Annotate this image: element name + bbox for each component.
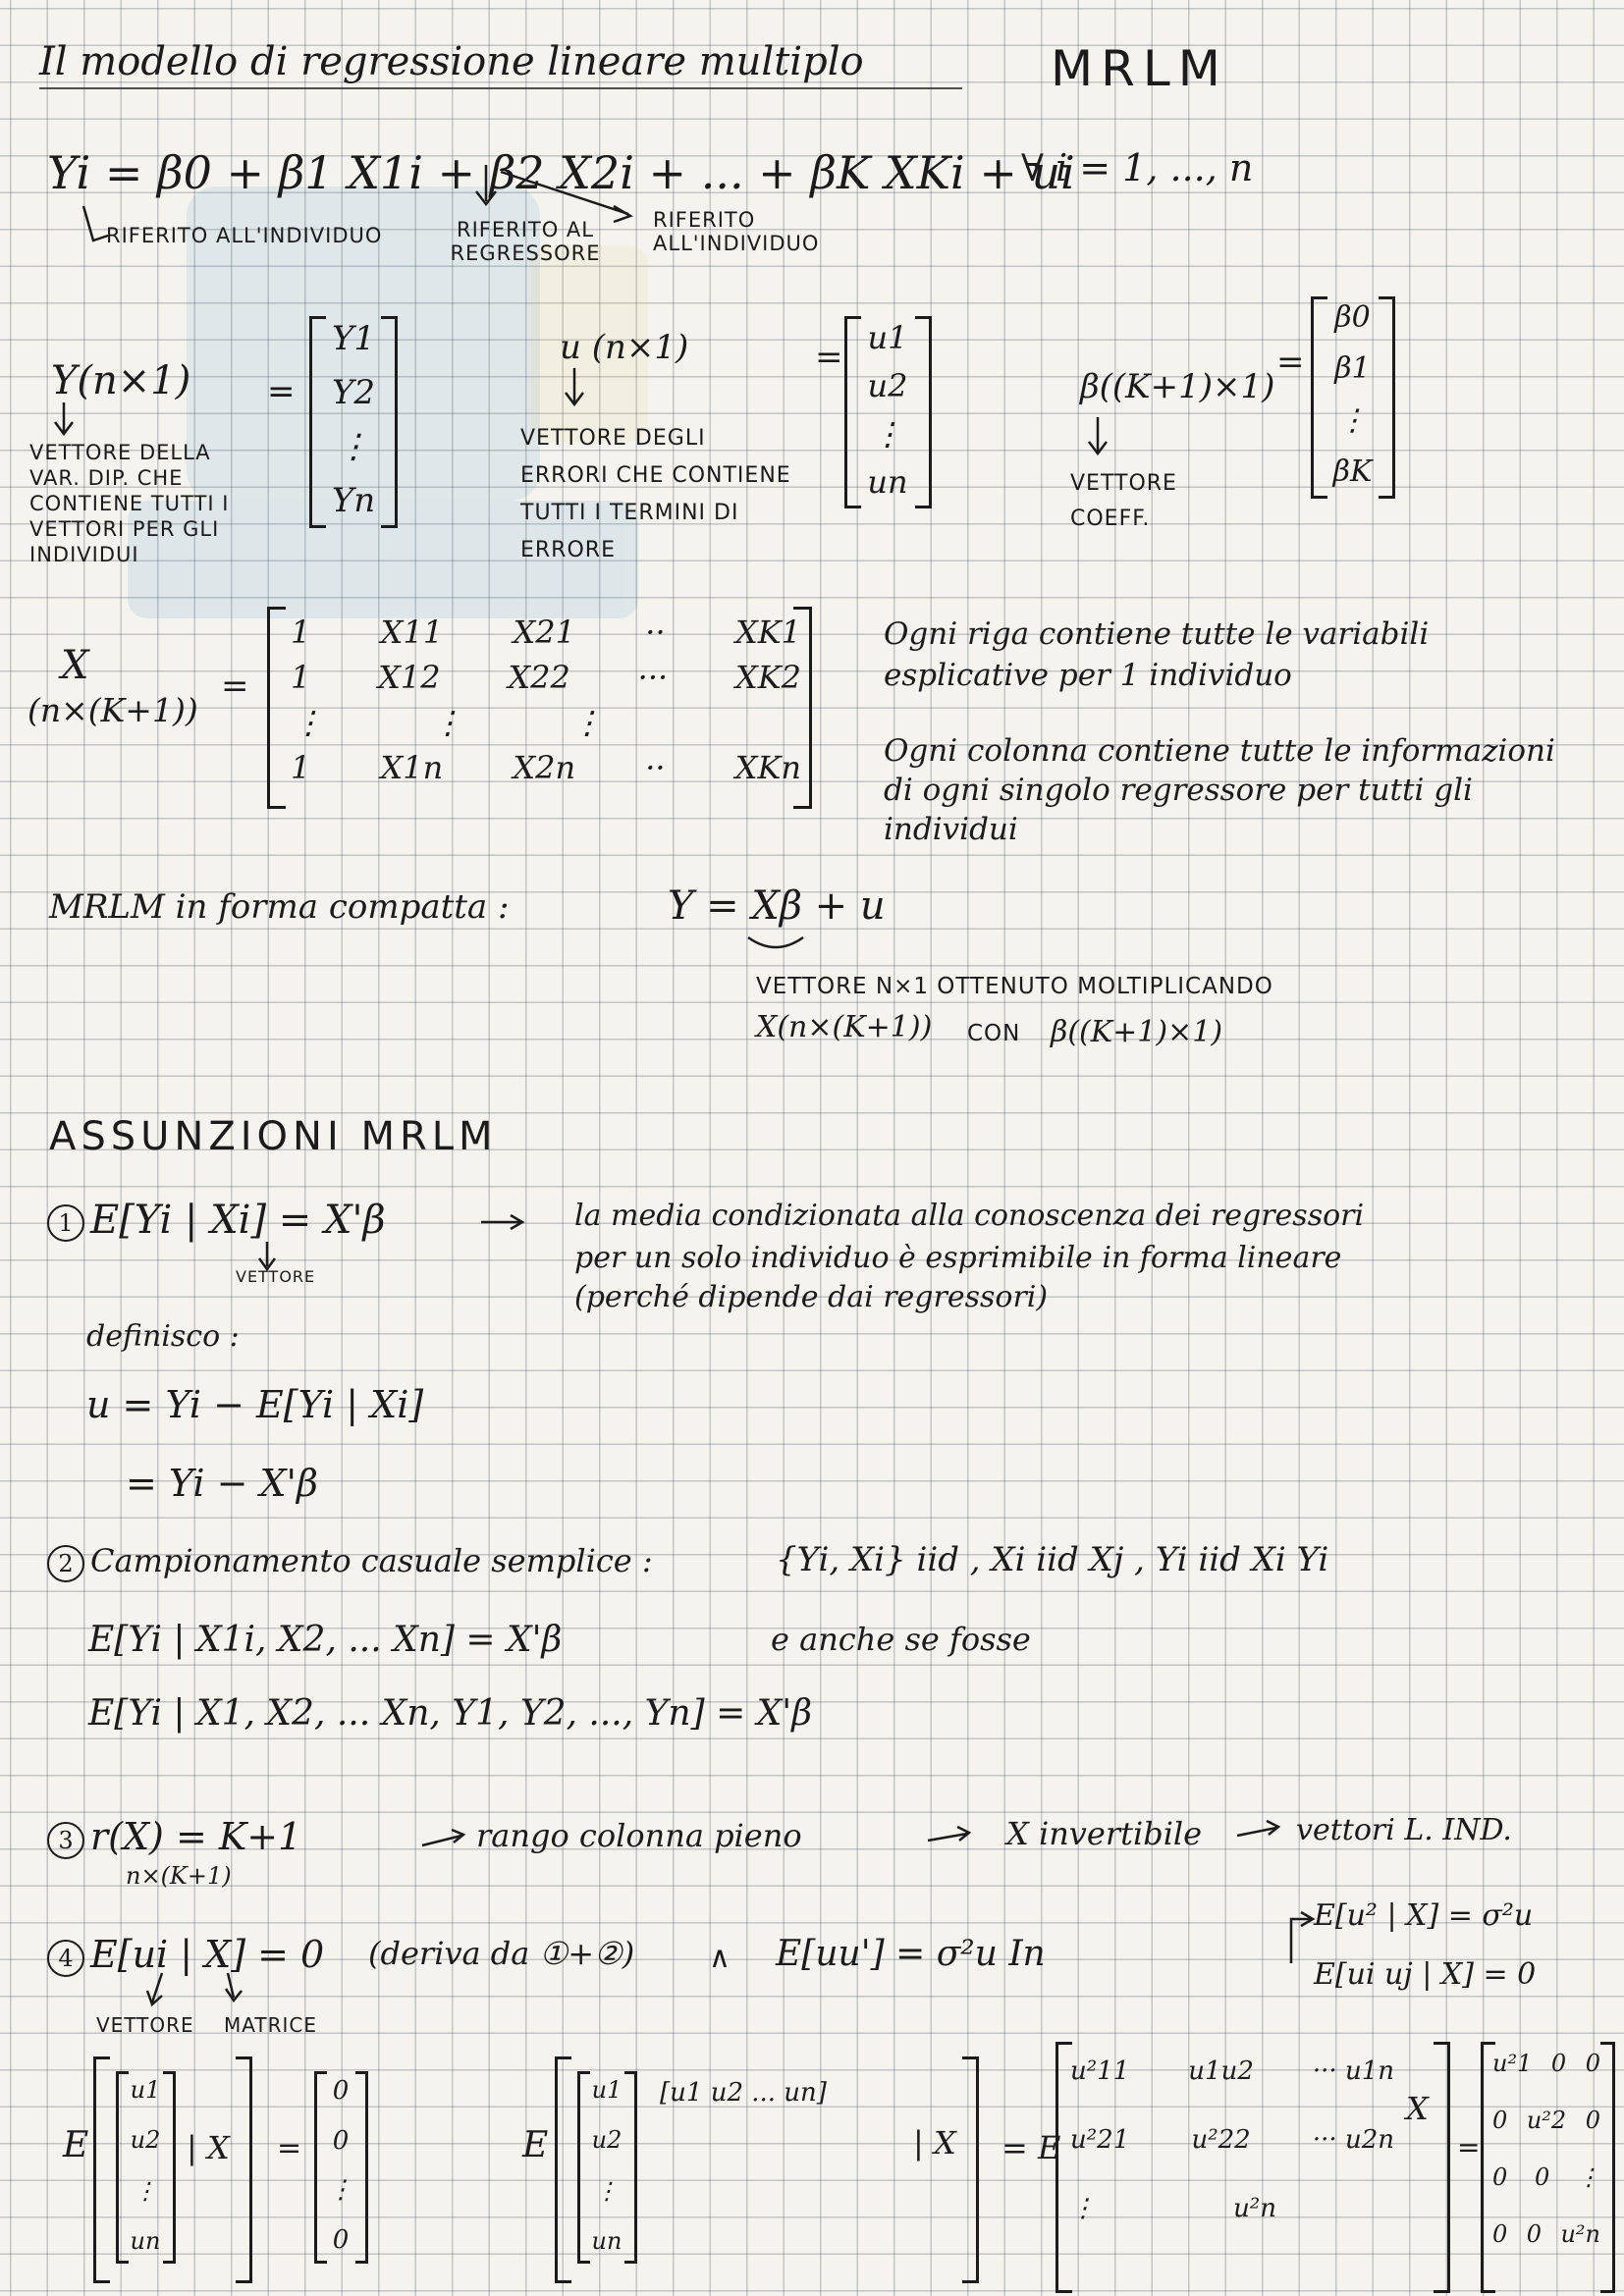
beta-entry: β1 <box>1334 351 1371 387</box>
equals-sign: = <box>277 2131 302 2165</box>
beta-vector-description: VETTORE COEFF. <box>1070 471 1177 531</box>
matrix-x-bracket-left <box>267 607 286 809</box>
assumption-4: 4 E[ui | X] = 0 <box>47 1934 324 1977</box>
matrix-row: ⋮ ⋮ ⋮ <box>293 704 603 741</box>
big-bracket-right <box>1434 2042 1450 2293</box>
assumption-4-sub1: VETTORE <box>96 2013 194 2037</box>
matrix-row: 0 0 ⋮ <box>1492 2163 1600 2191</box>
u-vector-description: VETTORE DEGLI ERRORI CHE CONTIENE TUTTI I TERMINI DI ERRORE <box>520 426 791 562</box>
assumption-4-eq2: E[uu'] = σ²u In <box>776 1934 1046 1974</box>
page-title: Il modello di regressione lineare multiplo <box>39 39 864 84</box>
note-regressore: RIFERITO AL REGRESSORE <box>450 218 601 266</box>
diag-matrix <box>1492 2050 1600 2277</box>
equals-sign: = <box>221 667 249 706</box>
assumption-4-deriv: (deriva da ①+②) <box>368 1935 635 1972</box>
assumption-2-eq1: E[Yi | X1i, X2, ... Xn] = X'β <box>88 1620 563 1660</box>
beta-bracket-right <box>1379 296 1395 499</box>
beta-entry: βK <box>1332 454 1373 489</box>
equals-sign: = <box>1457 2131 1481 2163</box>
compact-note-x: X(n×(K+1)) <box>756 1010 933 1044</box>
assumption-3-t3: vettori L. IND. <box>1296 1813 1512 1847</box>
note-row: Ogni riga contiene tutte le variabili esplicative per 1 individuo <box>884 616 1430 693</box>
assumption-2-eq2: E[Yi | X1, X2, ... Xn, Y1, Y2, ..., Yn] = X'β <box>88 1693 813 1734</box>
beta-entry: ⋮ <box>1337 402 1368 438</box>
y-vector-label: Y(n×1) <box>51 358 191 403</box>
y-entry: Y1 <box>331 319 376 358</box>
matrix-x-bracket-right <box>793 607 812 809</box>
y-entry: Yn <box>331 481 376 520</box>
y-vector-entries <box>324 319 383 520</box>
given-x: X <box>1406 2090 1429 2127</box>
matrix-row: u²1 0 0 <box>1492 2050 1600 2077</box>
compact-label: MRLM in forma compatta : <box>49 887 510 927</box>
u-entry: un <box>867 463 908 501</box>
u-vector-entries <box>859 319 916 501</box>
assumption-2: 2 Campionamento casuale semplice : <box>47 1543 653 1582</box>
expectation-e: E <box>63 2125 89 2165</box>
assumption-4-r1: E[u² | X] = σ²u <box>1314 1898 1534 1933</box>
outer-bracket-right <box>962 2056 979 2283</box>
definisco-label: definisco : <box>86 1319 240 1354</box>
u-bracket-right <box>915 316 932 508</box>
beta-vector-label: β((K+1)×1) <box>1080 367 1275 406</box>
u-vector: u1 u2 ⋮ un <box>591 2076 623 2255</box>
assumptions-heading: ASSUNZIONI MRLM <box>49 1114 498 1159</box>
y-vector-description: VETTORE DELLA VAR. DIP. CHE CONTIENE TUTTI I VETTORI PER GLI INDIVIDUI <box>29 441 230 566</box>
definition-line-2: = Yi − X'β <box>126 1462 318 1505</box>
compact-note-beta: β((K+1)×1) <box>1051 1015 1223 1049</box>
u-vector-label: u (n×1) <box>560 328 689 367</box>
title-abbreviation: MRLM <box>1051 40 1228 97</box>
assumption-1-note: la media condizionata alla conoscenza dei regressori <box>574 1199 1365 1233</box>
assumption-1: 1 E[Yi | Xi] = X'β <box>47 1198 386 1243</box>
matrix-row: u²21 u²22 ··· u2n <box>1070 2125 1394 2155</box>
uu-matrix <box>1070 2056 1394 2263</box>
definition-line-1: u = Yi − E[Yi | Xi] <box>86 1383 424 1426</box>
matrix-row: 0 0 u²n <box>1492 2220 1600 2248</box>
beta-entry: β0 <box>1334 300 1371 335</box>
assumption-3: 3 r(X) = K+1 <box>47 1816 301 1859</box>
y-entry: Y2 <box>331 373 376 412</box>
note-individuo: RIFERITO ALL'INDIVIDUO <box>106 224 383 247</box>
model-equation: Yi = β0 + β1 X1i + β2 X2i + ... + βK XKi + ui <box>47 146 1075 199</box>
u-bracket-right <box>163 2071 176 2264</box>
outer-bracket-left <box>93 2056 110 2283</box>
matrix-row: ⋮ u²n <box>1070 2194 1276 2223</box>
matrix-row: 1 X11 X21 ·· XK1 <box>291 614 801 651</box>
assumption-2-also: e anche se fosse <box>771 1621 1031 1658</box>
given-x: | X <box>913 2124 956 2162</box>
equals-sign: = <box>1276 343 1305 382</box>
u-entry: ⋮ <box>872 415 903 453</box>
note-column: Ogni colonna contiene tutte le informazioni di ogni singolo regressore per tutti gli individui <box>884 733 1555 847</box>
zero-bracket-right <box>355 2071 368 2264</box>
note-individuo-2: RIFERITO ALL'INDIVIDUO <box>653 208 820 256</box>
y-entry: ⋮ <box>337 427 370 466</box>
compact-note-con: CON <box>967 1021 1021 1046</box>
expectation-e: E <box>522 2125 549 2165</box>
matrix-x-label: X <box>61 643 89 688</box>
assumption-4-r2: E[ui uj | X] = 0 <box>1314 1957 1537 1992</box>
equals-sign: = <box>267 372 297 411</box>
assumption-4-wedge: ∧ <box>709 1941 731 1975</box>
beta-vector-entries <box>1326 300 1380 489</box>
zero-vector: 0 0 ⋮ 0 <box>328 2076 353 2255</box>
matrix-x-dims: (n×(K+1)) <box>27 691 198 729</box>
u-bracket-right <box>624 2071 637 2264</box>
u-entry: u1 <box>867 319 908 356</box>
compact-note: VETTORE N×1 OTTENUTO MOLTIPLICANDO <box>756 974 1273 999</box>
diag-bracket-right <box>1600 2042 1615 2293</box>
assumption-3-t2: X invertibile <box>1006 1815 1203 1852</box>
assumption-4-sub2: MATRICE <box>224 2013 317 2037</box>
model-forall: ∀ i = 1, ..., n <box>1021 146 1254 189</box>
assumption-3-t1: rango colonna pieno <box>476 1817 802 1854</box>
matrix-row: u²11 u1u2 ··· u1n <box>1070 2056 1394 2086</box>
assumption-1-note: per un solo individuo è esprimibile in forma lineare <box>574 1241 1342 1275</box>
u-row-vector: [u1 u2 ... un] <box>660 2078 827 2108</box>
assumption-2-iid: {Yi, Xi} iid , Xi iid Xj , Yi iid Xi Yi <box>776 1540 1329 1579</box>
assumption-1-sub: VETTORE <box>236 1267 316 1286</box>
matrix-row: 0 u²2 0 <box>1492 2107 1600 2134</box>
outer-bracket-left <box>555 2056 571 2283</box>
matrix-row: 1 X1n X2n ·· XKn <box>291 749 801 786</box>
given-x: | X <box>187 2129 230 2166</box>
y-bracket-right <box>381 316 398 528</box>
matrix-row: 1 X12 X22 ··· XK2 <box>291 659 801 696</box>
outer-bracket-right <box>236 2056 252 2283</box>
matrix-x-body <box>291 614 801 794</box>
equals-sign: = <box>815 338 843 377</box>
compact-equation: Y = Xβ + u <box>668 883 886 929</box>
u-vector: u1 u2 ⋮ un <box>130 2076 161 2255</box>
equals-e: = E <box>1001 2129 1061 2166</box>
u-entry: u2 <box>867 367 908 404</box>
assumption-3-sub: n×(K+1) <box>126 1862 232 1890</box>
assumption-1-note: (perché dipende dai regressori) <box>574 1280 1049 1314</box>
